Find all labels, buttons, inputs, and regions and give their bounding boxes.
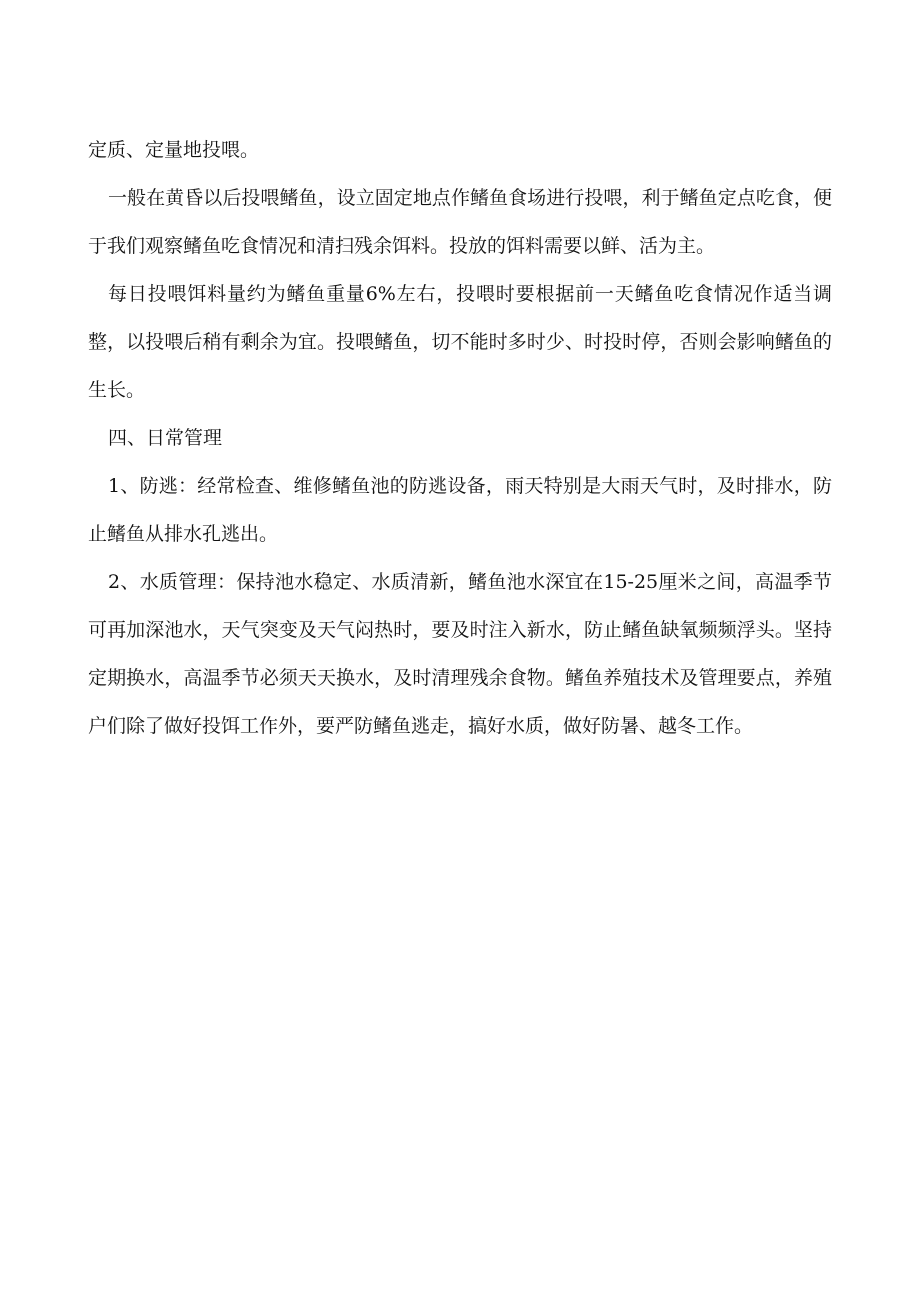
- section-heading-daily-management: 四、日常管理: [108, 427, 223, 449]
- document-body: [88, 126, 832, 750]
- paragraph-feeding-time: 一般在黄昏以后投喂鳍鱼，设立固定地点作鳍鱼食场进行投喂，利于鳍鱼定点吃食，便于我们观察鳍鱼吃食情况和清扫残余饵料。投放的饵料需要以鲜、活为主。: [88, 187, 832, 257]
- paragraph-water-quality: 2、水质管理：保持池水稳定、水质清新，鳍鱼池水深宜在15-25厘米之间，高温季节可再加深池水，天气突变及天气闷热时，要及时注入新水，防止鳍鱼缺氧频频浮头。坚持定期换水，高温季节必须天天换水，及时清理残余食物。鳍鱼养殖技术及管理要点，养殖户们除了做好投饵工作外，要严防鳍鱼逃走，搞好水质，做好防暑、越冬工作。: [88, 571, 832, 737]
- paragraph-escape-prevention: 1、防逃：经常检查、维修鳍鱼池的防逃设备，雨天特别是大雨天气时，及时排水，防止鳍鱼从排水孔逃出。: [88, 475, 832, 545]
- paragraph-continuation: 定质、定量地投喂。: [88, 139, 260, 161]
- paragraph-feeding-amount: 每日投喂饵料量约为鳍鱼重量6%左右，投喂时要根据前一天鳍鱼吃食情况作适当调整，以投喂后稍有剩余为宜。投喂鳍鱼，切不能时多时少、时投时停，否则会影响鳍鱼的生长。: [88, 283, 832, 401]
